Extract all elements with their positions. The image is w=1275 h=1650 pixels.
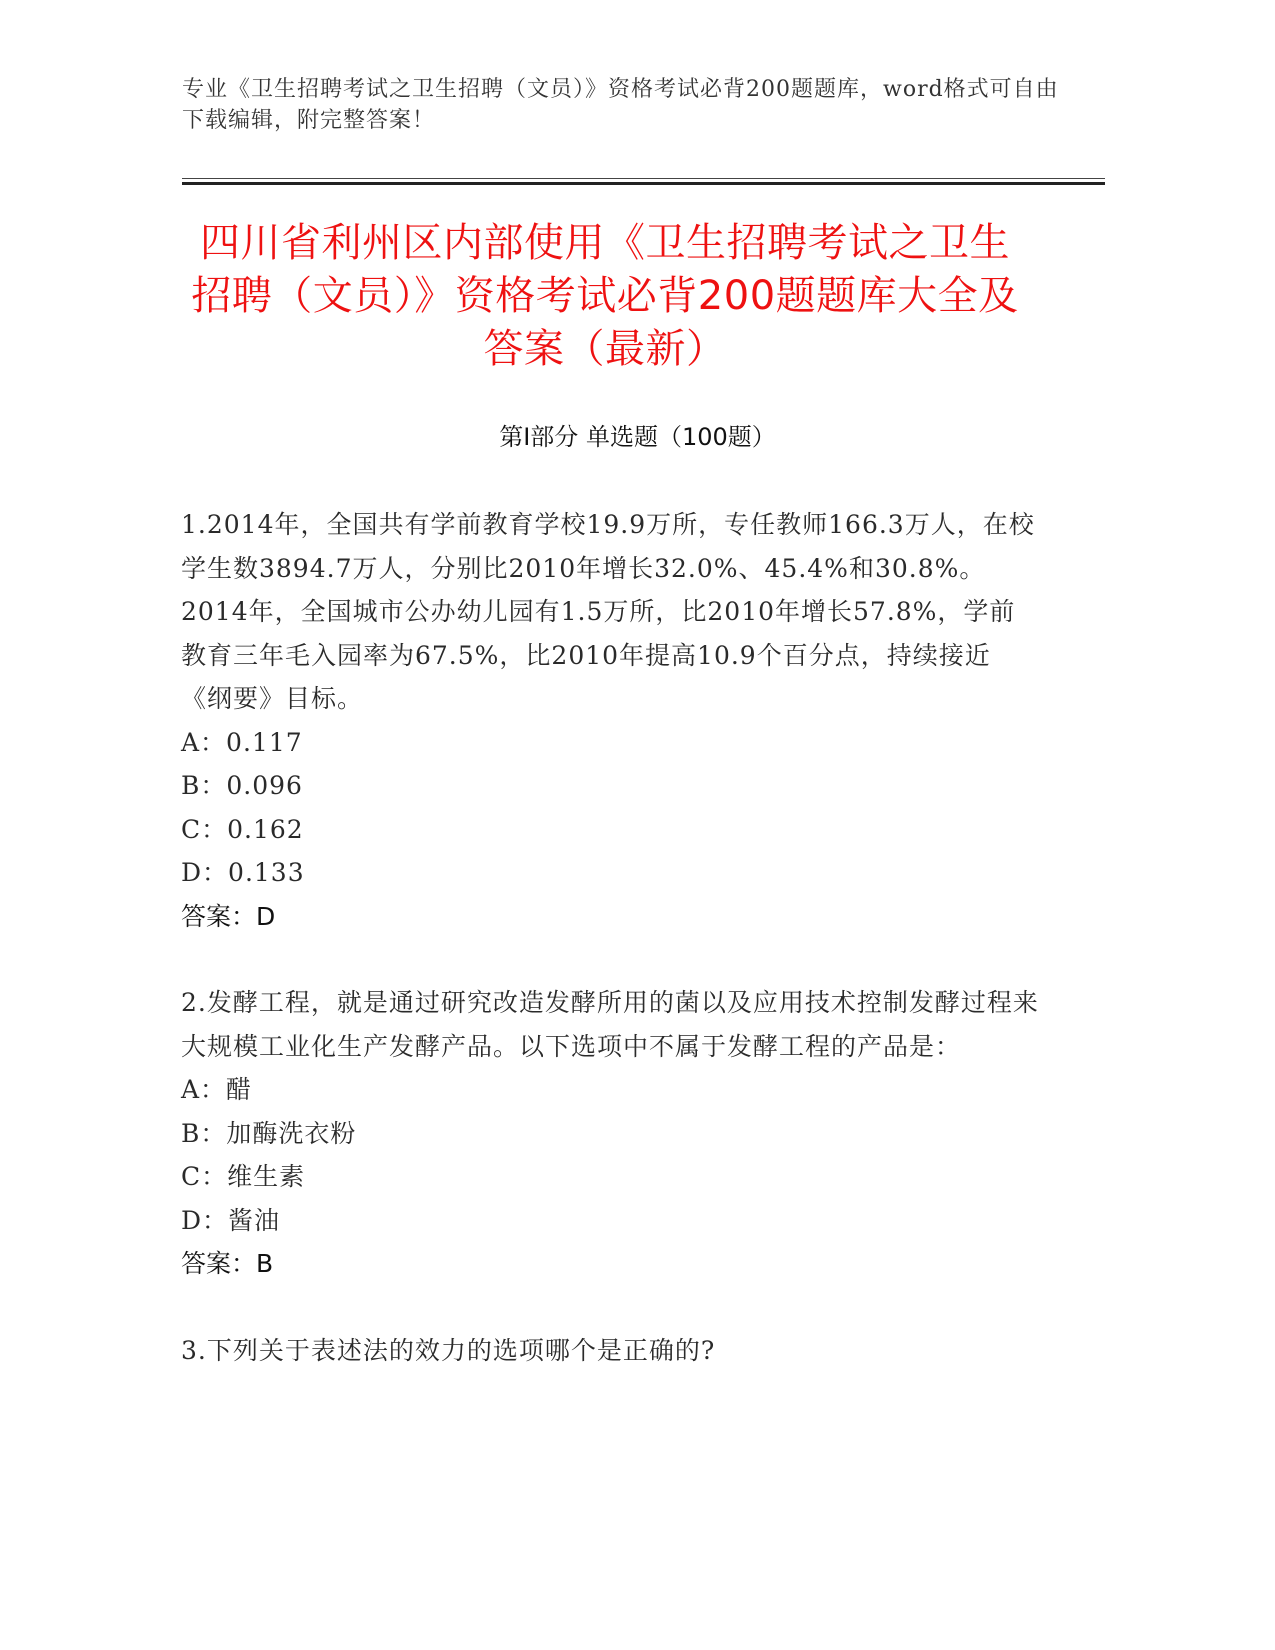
question-3 [181, 1329, 1041, 1373]
header-note: 专业《卫生招聘考试之卫生招聘（文员）》资格考试必背200题题库，word格式可自由下载编辑，附完整答案！ [182, 77, 1059, 133]
option-c: C：维生素 [181, 1162, 306, 1191]
question-spacer [181, 1286, 1041, 1329]
header-rule-thin [182, 178, 1105, 179]
option-d: D：酱油 [181, 1205, 281, 1235]
option-c: C：0.162 [181, 814, 304, 844]
option-b: B：加酶洗衣粉 [181, 1118, 357, 1148]
option-a: A：醋 [181, 1075, 253, 1104]
question-list [181, 503, 1041, 1372]
question-1 [181, 503, 1041, 938]
section-heading: 第Ⅰ部分 单选题（100题） [499, 423, 776, 451]
option-a: A：0.117 [181, 727, 303, 757]
question-2 [181, 981, 1041, 1286]
option-b: B：0.096 [181, 771, 303, 800]
header-rule-thick [182, 182, 1105, 185]
answer: 答案：D [181, 901, 276, 931]
question-spacer [181, 938, 1041, 981]
answer: 答案：B [181, 1249, 274, 1278]
question-stem: 2.发酵工程，就是通过研究改造发酵所用的菌以及应用技术控制发酵过程来大规模工业化生产发酵产品。以下选项中不属于发酵工程的产品是： [181, 988, 1039, 1061]
question-stem: 1.2014年，全国共有学前教育学校19.9万所，专任教师166.3万人，在校学生数3894.7万人，分别比2010年增长32.0%、45.4%和30.8%。2014年，全国城市公办幼儿园有1.5万所，比2010年增长57.8%，学前教育三年毛入园率为67.5%，比2010年提高10.9个百分点，持续接近《纲要》目标。 [181, 510, 1035, 713]
option-d: D：0.133 [181, 858, 305, 887]
question-stem: 3.下列关于表述法的效力的选项哪个是正确的? [181, 1335, 716, 1365]
document-title: 四川省利州区内部使用《卫生招聘考试之卫生招聘（文员）》资格考试必背200题题库大全及答案（最新） [191, 220, 1019, 372]
